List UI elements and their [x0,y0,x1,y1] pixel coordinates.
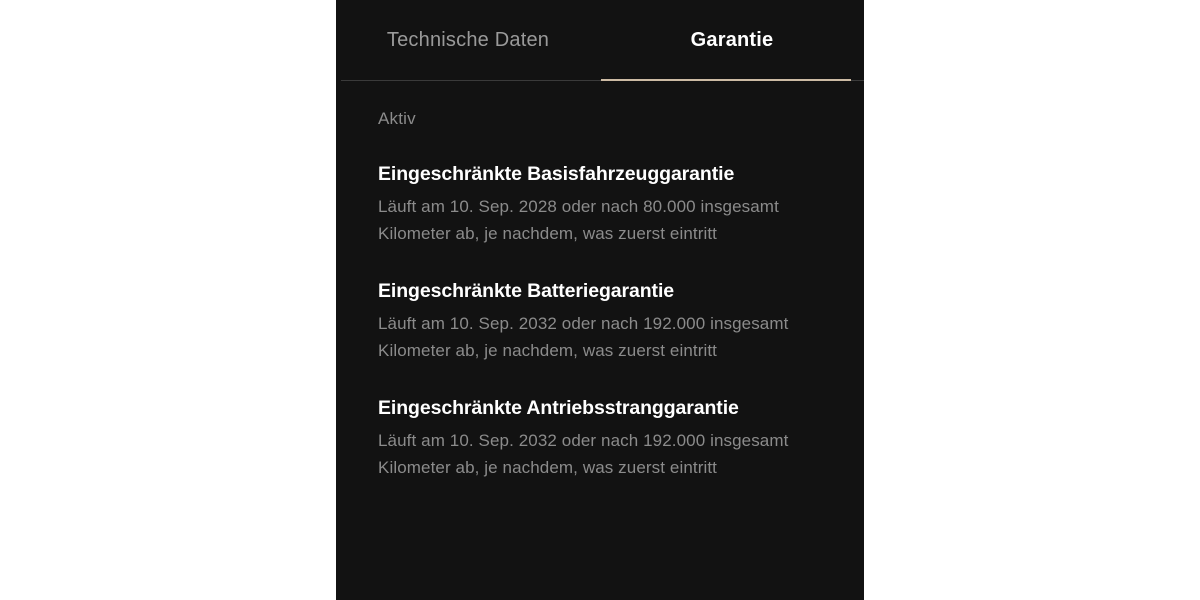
warranty-description: Läuft am 10. Sep. 2032 oder nach 192.000 insgesamt Kilometer ab, je nachdem, was zuerst eintritt [378,314,789,360]
section-label-aktiv: Aktiv [378,109,416,128]
warranty-content [336,81,864,600]
tab-technische-daten[interactable]: Technische Daten [386,29,550,51]
warranty-title: Eingeschränkte Batteriegarantie [378,280,675,302]
warranty-description: Läuft am 10. Sep. 2032 oder nach 192.000 insgesamt Kilometer ab, je nachdem, was zuerst eintritt [378,431,789,477]
warranty-title: Eingeschränkte Antriebsstranggarantie [378,397,739,419]
warranty-description: Läuft am 10. Sep. 2028 oder nach 80.000 insgesamt Kilometer ab, je nachdem, was zuerst eintritt [378,197,779,243]
list-item[interactable] [378,280,824,364]
warranty-panel [336,0,864,600]
tab-bar [336,0,864,81]
list-item[interactable] [378,397,824,481]
list-item[interactable] [378,163,824,247]
warranty-title: Eingeschränkte Basisfahrzeuggarantie [378,163,735,185]
tab-garantie[interactable]: Garantie [600,0,864,81]
